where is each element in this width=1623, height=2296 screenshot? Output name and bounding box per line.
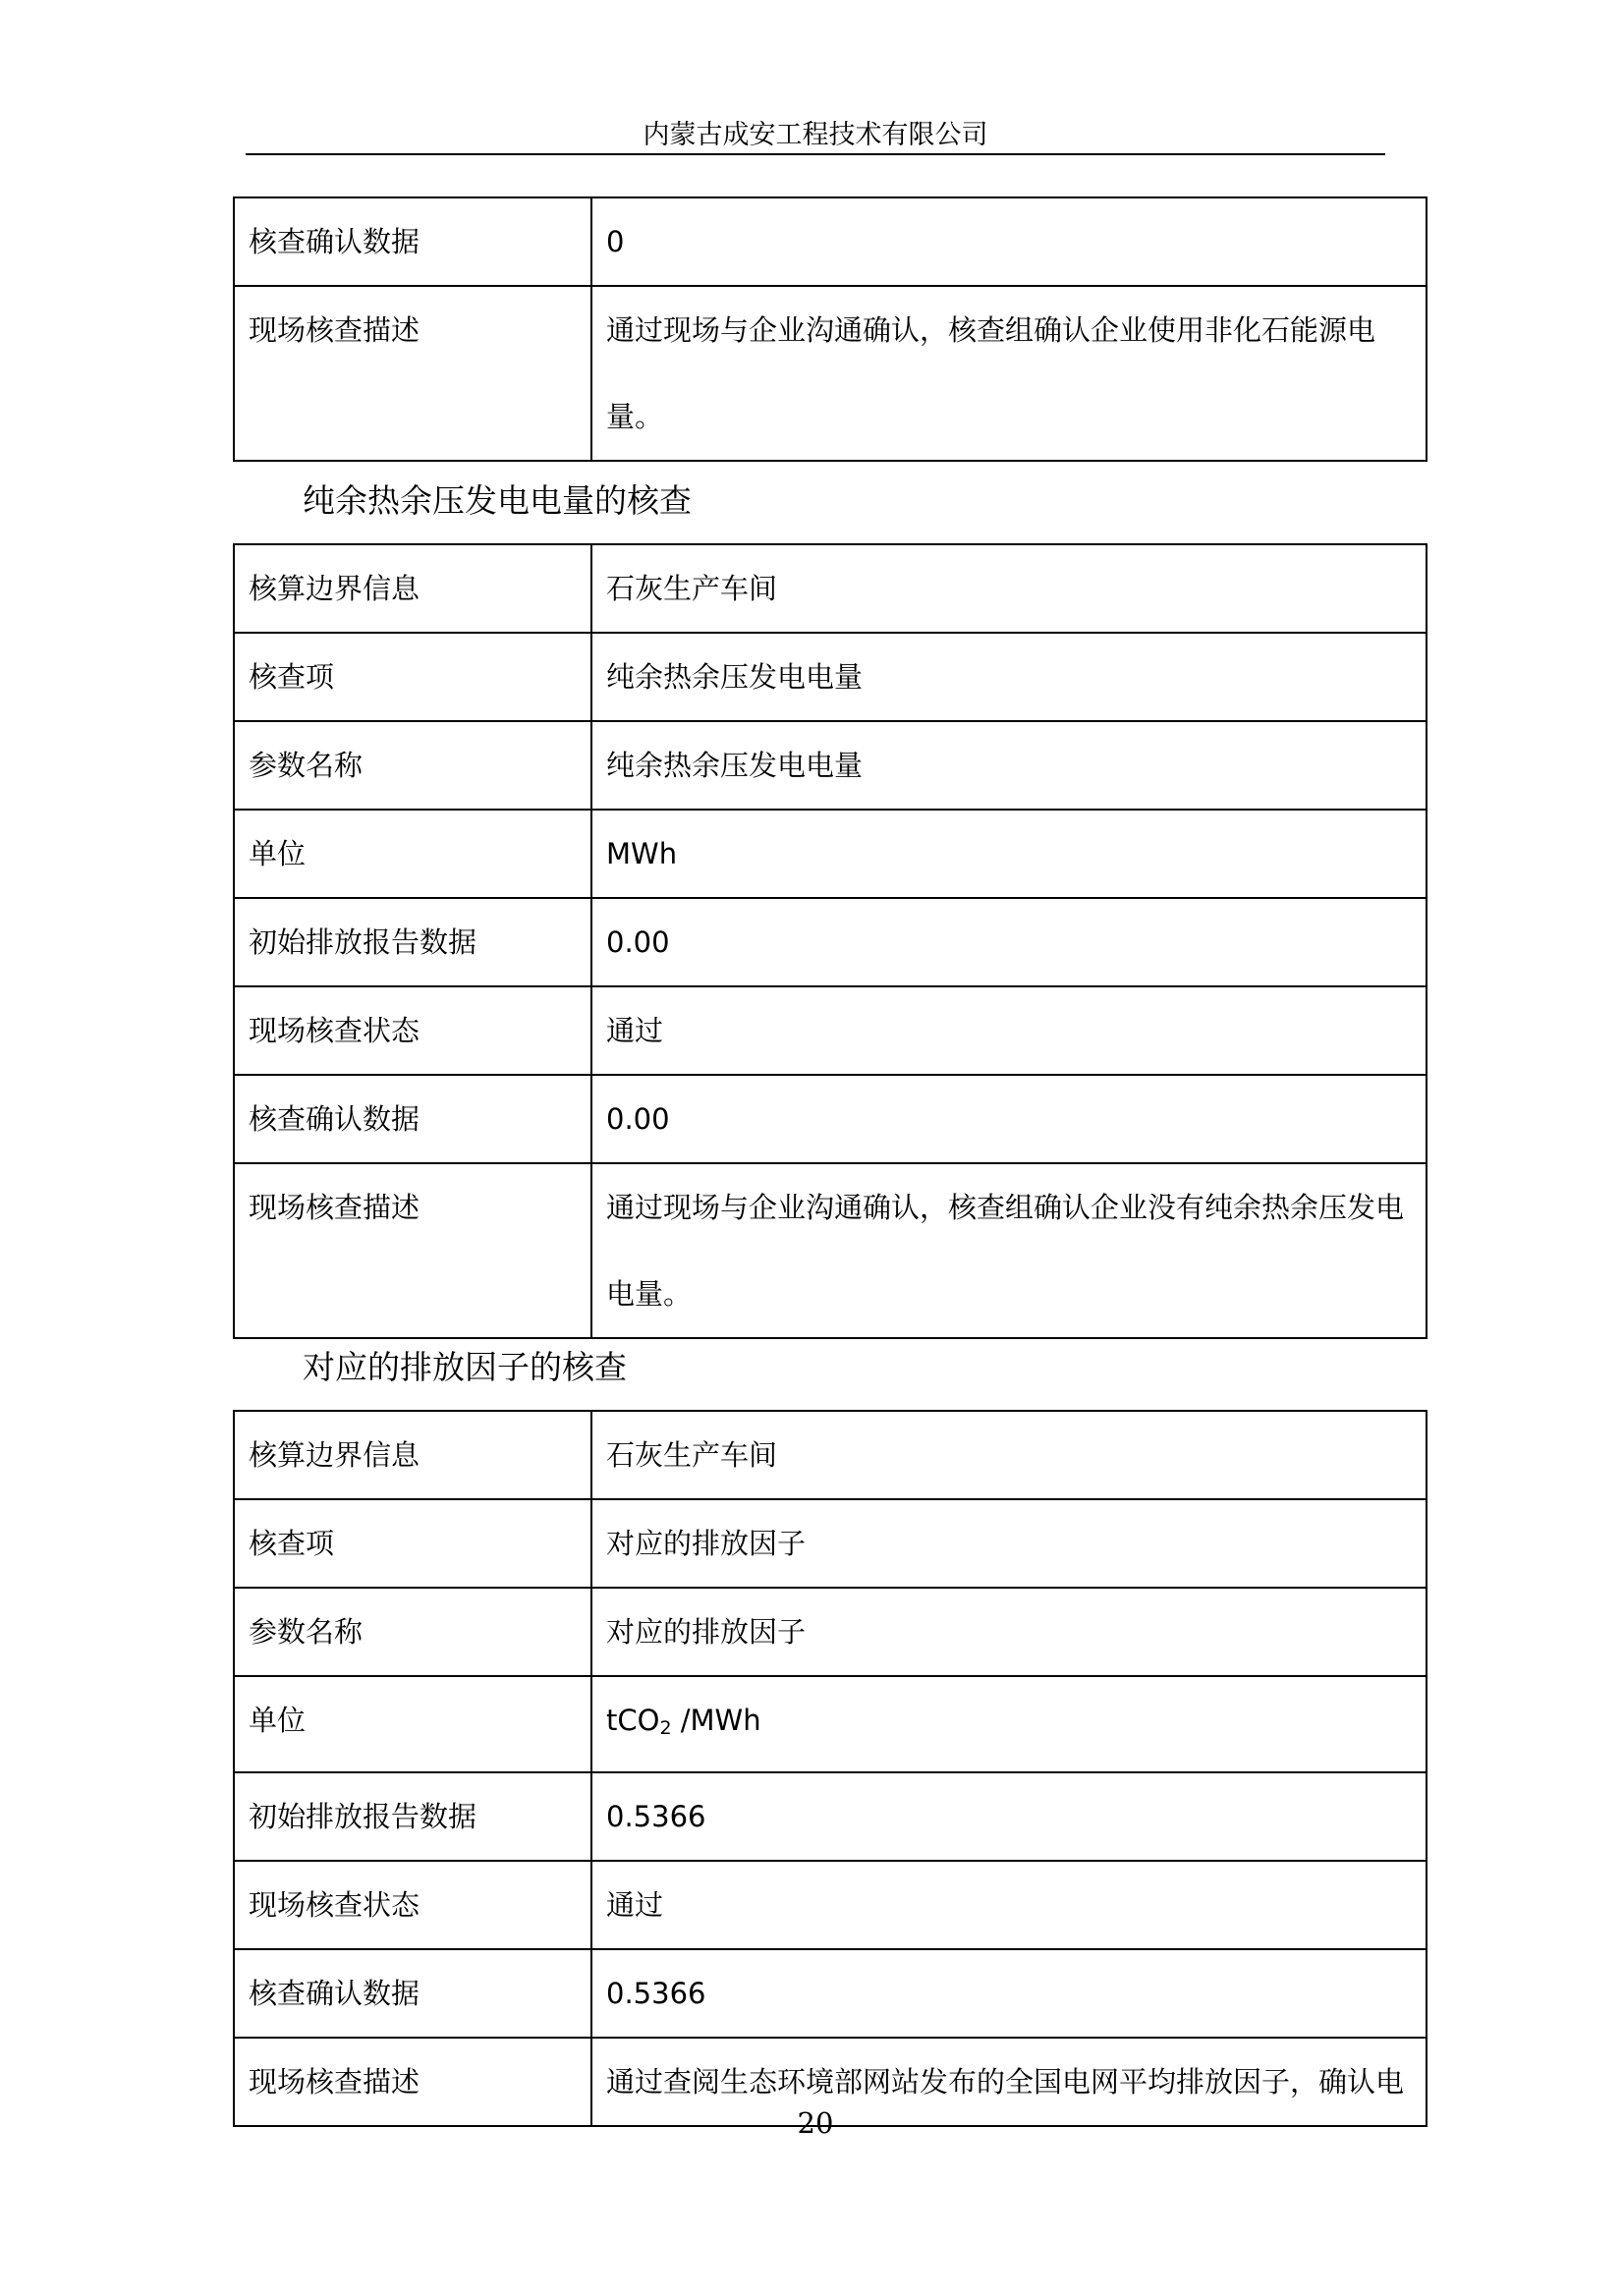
row-label: 单位 [234,1676,591,1772]
table-row [234,1163,1427,1338]
page-number: 20 [797,2106,834,2140]
row-label: 核查确认数据 [234,197,591,286]
row-value: 0.5366 [591,1772,1427,1861]
table-3 [233,1410,1427,2127]
section-title: 对应的排放因子的核查 [303,1348,627,1386]
row-value: 通过查阅生态环境部网站发布的全国电网平均排放因子，确认电 [591,2038,1427,2126]
table-row [234,810,1427,898]
table-row [234,286,1427,461]
row-value: 通过 [591,1861,1427,1949]
row-label: 现场核查描述 [234,1163,591,1338]
table-row [234,544,1427,633]
row-value: 石灰生产车间 [591,544,1427,633]
row-value: 0.00 [591,1075,1427,1163]
row-label: 现场核查描述 [234,286,591,461]
table-row [234,1676,1427,1772]
row-label: 单位 [234,810,591,898]
row-label: 初始排放报告数据 [234,1772,591,1861]
table-row [234,898,1427,986]
table-1 [233,196,1427,462]
unit-text: /MWh [671,1704,761,1737]
page-header: 内蒙古成安工程技术有限公司 [643,120,988,150]
row-label: 核查项 [234,1499,591,1588]
table-row [234,1949,1427,2038]
row-label: 现场核查状态 [234,1861,591,1949]
row-value: 通过 [591,986,1427,1075]
row-value: 纯余热余压发电电量 [591,633,1427,721]
row-label: 参数名称 [234,1588,591,1676]
row-value: 纯余热余压发电电量 [591,721,1427,810]
row-label: 现场核查描述 [234,2038,591,2126]
row-value: 0.5366 [591,1949,1427,2038]
table-row [234,1075,1427,1163]
row-label: 核查确认数据 [234,1075,591,1163]
row-label: 初始排放报告数据 [234,898,591,986]
row-value: 通过现场与企业沟通确认，核查组确认企业没有纯余热余压发电电量。 [591,1163,1427,1338]
unit-text: tCO [606,1704,660,1737]
unit-subscript: 2 [659,1717,672,1739]
row-label: 核查确认数据 [234,1949,591,2038]
row-label: 参数名称 [234,721,591,810]
row-label: 核算边界信息 [234,544,591,633]
row-value: 0.00 [591,898,1427,986]
row-value: 0 [591,197,1427,286]
header-rule [246,153,1385,155]
row-label: 现场核查状态 [234,986,591,1075]
row-value: 对应的排放因子 [591,1588,1427,1676]
section-title: 纯余热余压发电电量的核查 [303,481,692,520]
row-value: MWh [591,810,1427,898]
table-row [234,1499,1427,1588]
table-row [234,1411,1427,1499]
row-value: 通过现场与企业沟通确认，核查组确认企业使用非化石能源电量。 [591,286,1427,461]
table-2 [233,543,1427,1339]
table-row [234,721,1427,810]
table-row [234,1772,1427,1861]
table-row [234,986,1427,1075]
row-value [591,1676,1427,1772]
table-row [234,1588,1427,1676]
table-row [234,633,1427,721]
table-row [234,1861,1427,1949]
row-value: 石灰生产车间 [591,1411,1427,1499]
table-row [234,197,1427,286]
row-label: 核查项 [234,633,591,721]
row-value: 对应的排放因子 [591,1499,1427,1588]
row-label: 核算边界信息 [234,1411,591,1499]
